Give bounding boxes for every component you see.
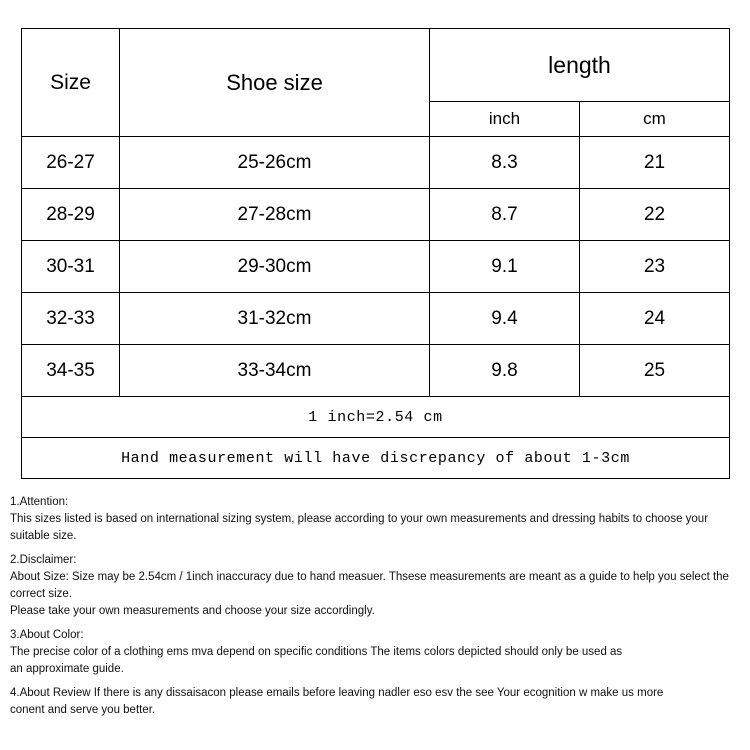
note-line-about-color-2: an approximate guide.: [10, 663, 124, 675]
cell-size: 32-33: [22, 293, 120, 345]
note-title-disclaimer: 2.Disclaimer:: [10, 554, 77, 566]
column-header-length: length: [430, 29, 730, 102]
table-footnote-row: [22, 438, 730, 479]
table-row: [22, 293, 730, 345]
cell-size: 34-35: [22, 345, 120, 397]
table-row: [22, 241, 730, 293]
cell-cm: 25: [580, 345, 730, 397]
cell-cm: 22: [580, 189, 730, 241]
cell-shoe-size: 25-26cm: [120, 137, 430, 189]
size-table-container: [21, 28, 729, 479]
note-spacer: [10, 545, 740, 552]
cell-shoe-size: 31-32cm: [120, 293, 430, 345]
cell-size: 28-29: [22, 189, 120, 241]
note-line-attention-1: This sizes listed is based on international sizing system, please according to your own measurements and dressing habits to choose your suitable size.: [10, 513, 709, 542]
column-header-inch: inch: [430, 102, 580, 137]
table-row: [22, 345, 730, 397]
cell-size: 30-31: [22, 241, 120, 293]
cell-shoe-size: 33-34cm: [120, 345, 430, 397]
note-line-about-review-1: conent and serve you better.: [10, 704, 156, 716]
cell-inch: 9.1: [430, 241, 580, 293]
note-line-disclaimer-1: About Size: Size may be 2.54cm / 1inch inaccuracy due to hand measuer. Thsese measurements are meant as a guide to help you select the correct size.: [10, 571, 729, 600]
table-row: [22, 137, 730, 189]
table-row: [22, 189, 730, 241]
note-spacer: [10, 678, 740, 685]
column-header-cm: cm: [580, 102, 730, 137]
cell-shoe-size: 27-28cm: [120, 189, 430, 241]
cell-cm: 23: [580, 241, 730, 293]
table-footnote-row: [22, 397, 730, 438]
note-title-attention: 1.Attention:: [10, 496, 69, 508]
cell-size: 26-27: [22, 137, 120, 189]
note-title-about-review: 4.About Review If there is any dissaisacon please emails before leaving nadler eso esv the see Your ecognition w make us more: [10, 687, 664, 699]
cell-inch: 8.3: [430, 137, 580, 189]
cell-shoe-size: 29-30cm: [120, 241, 430, 293]
cell-inch: 8.7: [430, 189, 580, 241]
column-header-shoe-size: Shoe size: [120, 29, 430, 137]
note-line-disclaimer-2: Please take your own measurements and choose your size accordingly.: [10, 605, 375, 617]
cell-inch: 9.8: [430, 345, 580, 397]
column-header-size: Size: [22, 29, 120, 137]
cell-cm: 21: [580, 137, 730, 189]
table-header-row-1: [22, 29, 730, 102]
footnote-inch-conversion: 1 inch=2.54 cm: [22, 397, 730, 438]
note-line-about-color-1: The precise color of a clothing ems mva depend on specific conditions The items colors depicted should only be used as: [10, 646, 623, 658]
cell-inch: 9.4: [430, 293, 580, 345]
cell-cm: 24: [580, 293, 730, 345]
footnote-hand-measurement: Hand measurement will have discrepancy of about 1-3cm: [22, 438, 730, 479]
note-spacer: [10, 620, 740, 627]
note-title-about-color: 3.About Color:: [10, 629, 84, 641]
notes-section: [10, 494, 740, 719]
size-table: [21, 28, 730, 479]
